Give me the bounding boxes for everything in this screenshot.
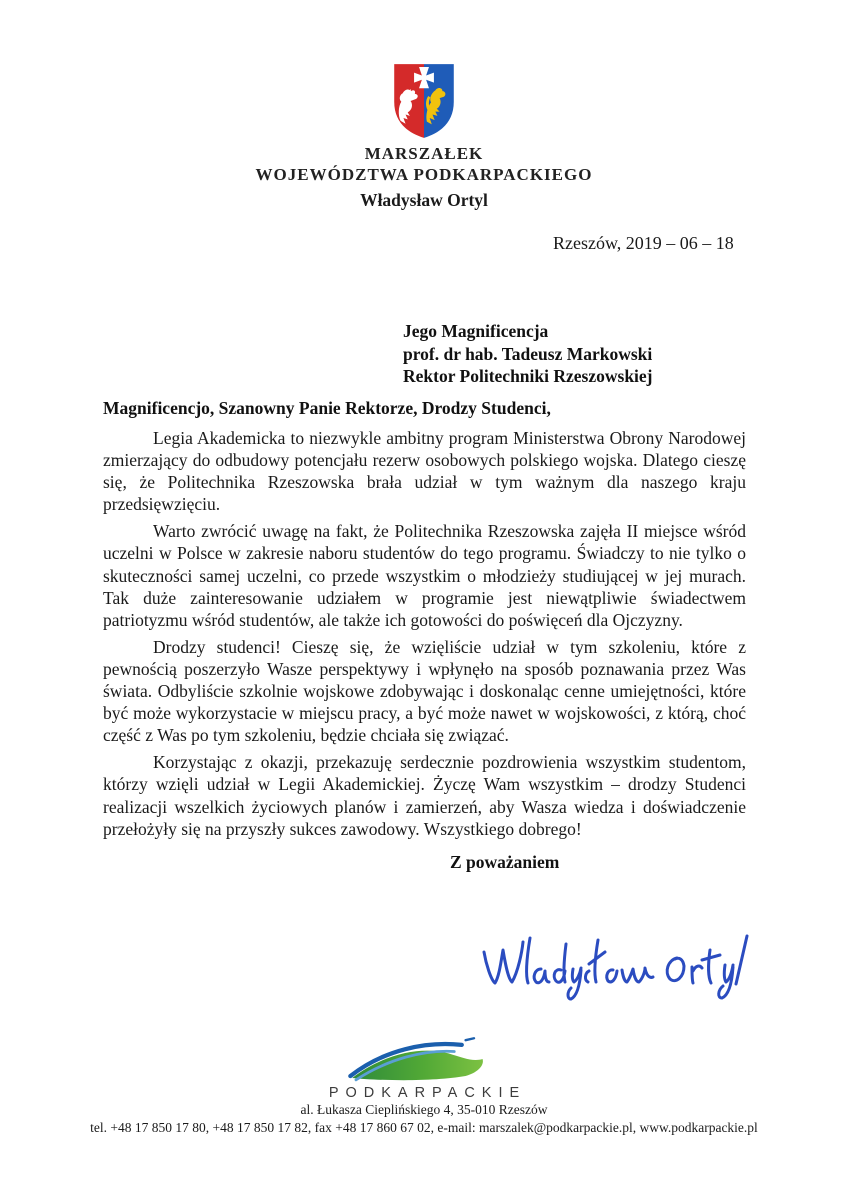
addressee-line: Rektor Politechniki Rzeszowskiej — [403, 366, 653, 386]
body-paragraph: Korzystając z okazji, przekazuję serdecznie pozdrowienia wszystkim studentom, którzy wzięli udział w Legii Akademickiej. Życzę Wam wszystkim – drodzy Studenci realizacji wszelkich życiowych planów i zamierzeń, aby Wasza wiedza i doświadczenie przełożyły się na przyszły sukces zawodowy. Wszystkiego dobrego! — [103, 752, 746, 839]
closing-phrase: Z poważaniem — [450, 852, 560, 872]
podkarpackie-logo-icon — [339, 1036, 509, 1084]
logo-text: PODKARPACKIE — [328, 1085, 527, 1101]
office-subtitle: WOJEWÓDZTWA PODKARPACKIEGO — [255, 165, 593, 184]
body-paragraph: Warto zwrócić uwagę na fakt, że Politechnika Rzeszowska zajęła II miejsce wśród uczelni w Polsce w zakresie naboru studentów do tego programu. Świadczy to nie tylko o skuteczności samej uczelni, co przede wszystkim o młodzieży studiującej w jej murach. Tak duże zainteresowanie udziałem w programie jest niewątpliwie świadectwem patriotyzmu wśród studentów, ale także ich gotowości do poświęceń dla Ojczyzny. — [103, 521, 746, 630]
office-title: MARSZAŁEK — [364, 144, 484, 163]
body-paragraph: Legia Akademicka to niezwykle ambitny program Ministerstwa Obrony Narodowej zmierzający do odbudowy potencjału rezerw osobowych polskiego wojska. Dlatego cieszę się, że Politechnika Rzeszowska brała udział w tym ważnym dla naszego kraju przedsięwzięciu. — [103, 428, 746, 515]
salutation: Magnificencjo, Szanowny Panie Rektorze, Drodzy Studenci, — [103, 398, 551, 418]
addressee-block — [403, 320, 653, 388]
dateline: Rzeszów, 2019 – 06 – 18 — [553, 233, 734, 253]
footer-contacts: tel. +48 17 850 17 80, +48 17 850 17 82, fax +48 17 860 67 02, e-mail: marszalek@podkarpackie.pl, www.podkarpackie.pl — [90, 1119, 758, 1135]
letter-body — [103, 427, 746, 845]
handwritten-signature — [472, 922, 757, 1017]
addressee-line: Jego Magnificencja — [403, 321, 549, 341]
sender-name: Władysław Ortyl — [360, 190, 488, 210]
addressee-line: prof. dr hab. Tadeusz Markowski — [403, 343, 653, 364]
footer-address: al. Łukasza Cieplińskiego 4, 35-010 Rzeszów — [300, 1102, 548, 1117]
podkarpackie-logo — [0, 1036, 848, 1101]
footer-contact-block — [0, 1101, 848, 1136]
body-paragraph: Drodzy studenci! Cieszę się, że wzięliście udział w tym szkoleniu, które z pewnością poszerzyło Wasze perspektywy i wpłynęło na sposób poznawania przez Was świata. Odbyliście szkolnie wojskowe zdobywając i doskonaląc cenne umiejętności, które być może wykorzystacie w miejscu pracy, a być może nawet w wojskowości, z którą, choć część z Was po tym szkoleniu, będzie chciała się związać. — [103, 636, 746, 746]
podkarpackie-coat-of-arms-icon — [388, 62, 460, 140]
